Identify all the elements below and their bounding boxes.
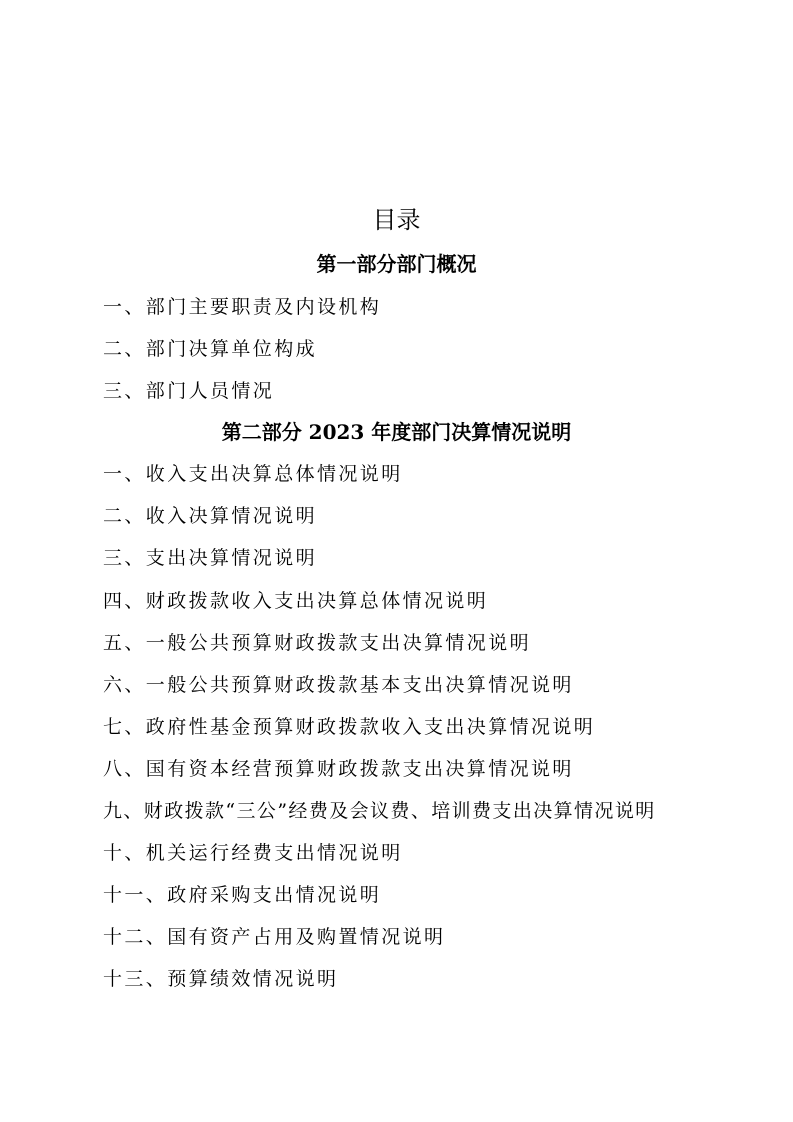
toc-item: 十、机关运行经费支出情况说明 — [103, 842, 403, 864]
toc-item: 七、政府性基金预算财政拨款收入支出决算情况说明 — [103, 716, 596, 738]
toc-item: 十一、政府采购支出情况说明 — [103, 884, 382, 906]
toc-item: 三、支出决算情况说明 — [103, 547, 318, 569]
toc-item: 九、财政拨款“三公”经费及会议费、培训费支出决算情况说明 — [103, 800, 656, 822]
toc-item: 三、部门人员情况 — [103, 380, 275, 402]
toc-item: 四、财政拨款收入支出决算总体情况说明 — [103, 590, 489, 612]
toc-item: 十三、预算绩效情况说明 — [103, 968, 339, 990]
toc-item: 六、一般公共预算财政拨款基本支出决算情况说明 — [103, 674, 574, 696]
toc-title: 目录 — [372, 206, 421, 234]
toc-item: 八、国有资本经营预算财政拨款支出决算情况说明 — [103, 758, 574, 780]
toc-item: 二、收入决算情况说明 — [103, 505, 318, 527]
part2-heading: 第二部分 2023 年度部门决算情况说明 — [221, 420, 572, 444]
toc-item: 一、收入支出决算总体情况说明 — [103, 463, 403, 485]
toc-item: 十二、国有资产占用及购置情况说明 — [103, 926, 446, 948]
toc-item: 二、部门决算单位构成 — [103, 338, 318, 360]
part1-heading: 第一部分部门概况 — [316, 252, 477, 276]
toc-item: 一、部门主要职责及内设机构 — [103, 296, 382, 318]
toc-item: 五、一般公共预算财政拨款支出决算情况说明 — [103, 632, 532, 654]
